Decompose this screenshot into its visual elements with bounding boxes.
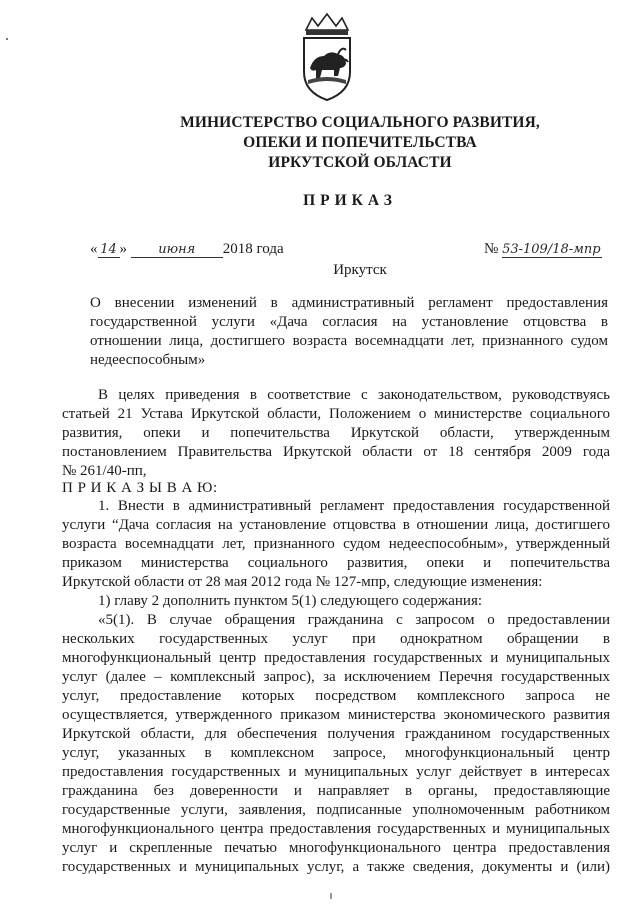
clause-line: услуг, указанных в комплексном запросе, многофункциональный центр [62, 745, 610, 761]
date-close-quote: » [119, 241, 127, 257]
date-open-quote: « [90, 241, 98, 257]
item-1-line: услуги “Дача согласия на установление отцовства в отношении лица, достигшего [62, 517, 610, 533]
subject-line: недееспособным» [90, 352, 206, 368]
scan-speck [330, 893, 332, 899]
clause-line: «5(1). В случае обращения гражданина с запросом о предоставлении [98, 612, 610, 628]
clause-line: гражданина без доверенности и направляет в органы, предоставляющие [62, 783, 610, 799]
sub-item-1: 1) главу 2 дополнить пунктом 5(1) следующего содержания: [98, 593, 483, 609]
clause-line: осуществляется, утвержденного приказом министерства экономического развития [62, 707, 610, 723]
number-sign: № [484, 241, 499, 257]
clause-line: многофункциональный центр предоставления государственных и муниципальных [62, 650, 610, 666]
subject-line: отношении лица, достигшего возраста восемнадцати лет, признанного судом [90, 333, 608, 349]
clause-line: государственных и муниципальных услуг, а также сведения, документы и (или) [62, 859, 610, 875]
ministry-line-3: ИРКУТСКОЙ ОБЛАСТИ [268, 154, 452, 171]
preamble-line: развития, опеки и попечительства Иркутской области, утвержденным [62, 425, 610, 441]
scan-speck [6, 38, 8, 40]
preamble-line: статьей 21 Устава Иркутской области, Положением о министерстве социального [62, 406, 610, 422]
clause-line: государственные услуги, заявления, подписанные уполномоченным работником [62, 802, 610, 818]
clause-line: многофункционального центра предоставления государственных и муниципальных [62, 821, 610, 837]
item-1-line: возраста восемнадцати лет, признанного судом недееспособным», утвержденный [62, 536, 610, 552]
date-year: 2018 года [222, 241, 284, 257]
order-title: ПРИКАЗ [303, 192, 397, 209]
order-word: П Р И К А З Ы В А Ю: [62, 480, 218, 496]
ministry-line-2: ОПЕКИ И ПОПЕЧИТЕЛЬСТВА [243, 134, 477, 151]
subject-line: О внесении изменений в административный регламент предоставления [90, 295, 608, 311]
subject-line: государственной услуги «Дача согласия на установление отцовства в [90, 314, 608, 330]
order-date [90, 241, 284, 258]
clause-line: услуг (далее – комплексный запрос), за исключением Перечня государственных [62, 669, 610, 685]
coat-of-arms-icon [300, 10, 354, 102]
clause-line: предоставления государственных и муниципальных услуг действует в интересах [62, 764, 610, 780]
date-month: июня [131, 242, 223, 258]
ministry-line-1: МИНИСТЕРСТВО СОЦИАЛЬНОГО РАЗВИТИЯ, [180, 114, 540, 131]
item-1-line: 1. Внести в административный регламент предоставления государственной [98, 498, 610, 514]
item-1-line: приказом министерства социального развития, опеки и попечительства [62, 555, 610, 571]
date-day: 14 [98, 242, 120, 258]
order-number [484, 241, 602, 258]
item-1-line: Иркутской области от 28 мая 2012 года № 127-мпр, следующие изменения: [62, 574, 543, 590]
number-value: 53-109/18-мпр [502, 242, 601, 257]
clause-line: нескольких государственных услуг при однократном обращении в [62, 631, 610, 647]
clause-line: Иркутской области, для обеспечения получения гражданином государственных [62, 726, 610, 742]
preamble-line: № 261/40-пп, [62, 463, 147, 479]
clause-line: услуг, предоставление которых посредством комплексного запроса не [62, 688, 610, 704]
city-name: Иркутск [333, 262, 387, 278]
preamble-line: В целях приведения в соответствие с законодательством, руководствуясь [98, 387, 610, 403]
clause-line: услуг и скрепленные печатью многофункционального центра предоставления [62, 840, 610, 856]
ministry-heading [150, 113, 570, 173]
preamble-line: постановлением Правительства Иркутской области от 18 сентября 2009 года [62, 444, 610, 460]
